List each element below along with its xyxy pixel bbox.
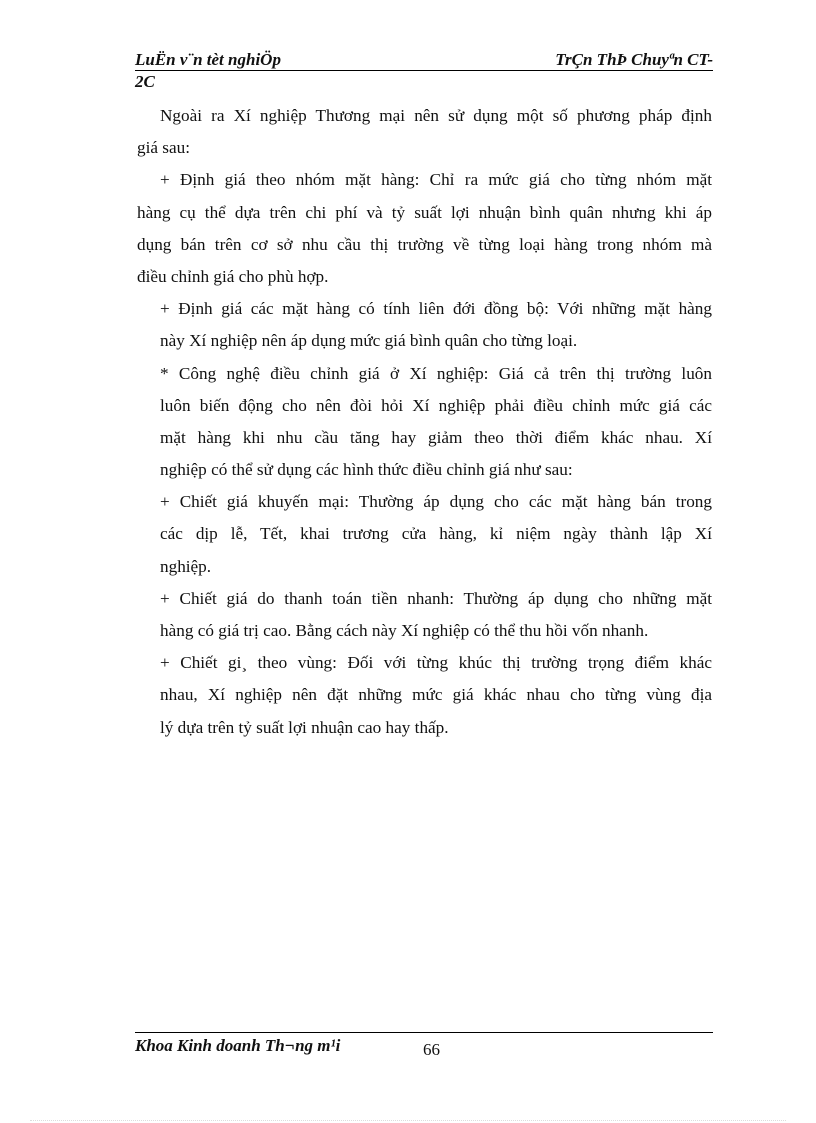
body-line: luôn biến động cho nên đòi hỏi Xí nghiệp phải điều chỉnh mức giá các xyxy=(160,395,712,415)
body-line: điều chỉnh giá cho phù hợp. xyxy=(137,266,329,286)
body-line: dụng bán trên cơ sở nhu cầu thị trường về từng loại hàng trong nhóm mà xyxy=(137,234,712,254)
body-line: + Chiết gi¸ theo vùng: Đối với từng khúc thị trường trọng điểm khác xyxy=(160,653,712,673)
page-edge-dots xyxy=(30,1120,786,1121)
header-title-left: LuËn v¨n tèt nghiÖp xyxy=(135,50,281,69)
body-line: giá sau: xyxy=(137,138,190,158)
header-author-cont: 2C xyxy=(135,72,155,91)
body-text xyxy=(137,100,712,744)
body-line: Ngoài ra Xí nghiệp Thương mại nên sử dụng một số phương pháp định xyxy=(160,106,712,125)
body-line: mặt hàng khi nhu cầu tăng hay giảm theo thời điểm khác nhau. Xí xyxy=(160,427,712,447)
body-line: hàng cụ thể dựa trên chi phí và tỷ suất lợi nhuận bình quân nhưng khi áp xyxy=(137,202,712,222)
body-line: + Định giá theo nhóm mặt hàng: Chỉ ra mức giá cho từng nhóm mặt xyxy=(160,170,712,190)
body-line: các dịp lễ, Tết, khai trương cửa hàng, kỉ niệm ngày thành lập Xí xyxy=(160,524,712,544)
page-number: 66 xyxy=(423,1040,440,1059)
body-line: + Định giá các mặt hàng có tính liên đới đồng bộ: Với những mặt hàng xyxy=(160,299,712,319)
body-line: nghiệp có thể sử dụng các hình thức điều chỉnh giá như sau: xyxy=(160,460,573,480)
body-line: nghiệp. xyxy=(160,556,212,576)
body-line: lý dựa trên tỷ suất lợi nhuận cao hay thấp. xyxy=(160,717,449,737)
body-line: + Chiết giá do thanh toán tiền nhanh: Thường áp dụng cho những mặt xyxy=(160,588,712,608)
body-line: này Xí nghiệp nên áp dụng mức giá bình quân cho từng loại. xyxy=(160,331,578,351)
body-line: hàng có giá trị cao. Bằng cách này Xí nghiệp có thể thu hồi vốn nhanh. xyxy=(160,621,649,640)
footer-rule xyxy=(135,1032,713,1033)
footer-department: Khoa Kinh doanh Th¬ng m¹i xyxy=(135,1036,341,1055)
body-line: * Công nghệ điều chỉnh giá ở Xí nghiệp: Giá cả trên thị trường luôn xyxy=(160,363,712,383)
body-line: + Chiết giá khuyến mại: Thường áp dụng cho các mặt hàng bán trong xyxy=(160,492,712,512)
body-line: nhau, Xí nghiệp nên đặt những mức giá khác nhau cho từng vùng địa xyxy=(160,685,712,705)
header-author: TrÇn ThÞ Chuyªn CT- xyxy=(555,50,713,69)
header-rule xyxy=(135,70,713,71)
